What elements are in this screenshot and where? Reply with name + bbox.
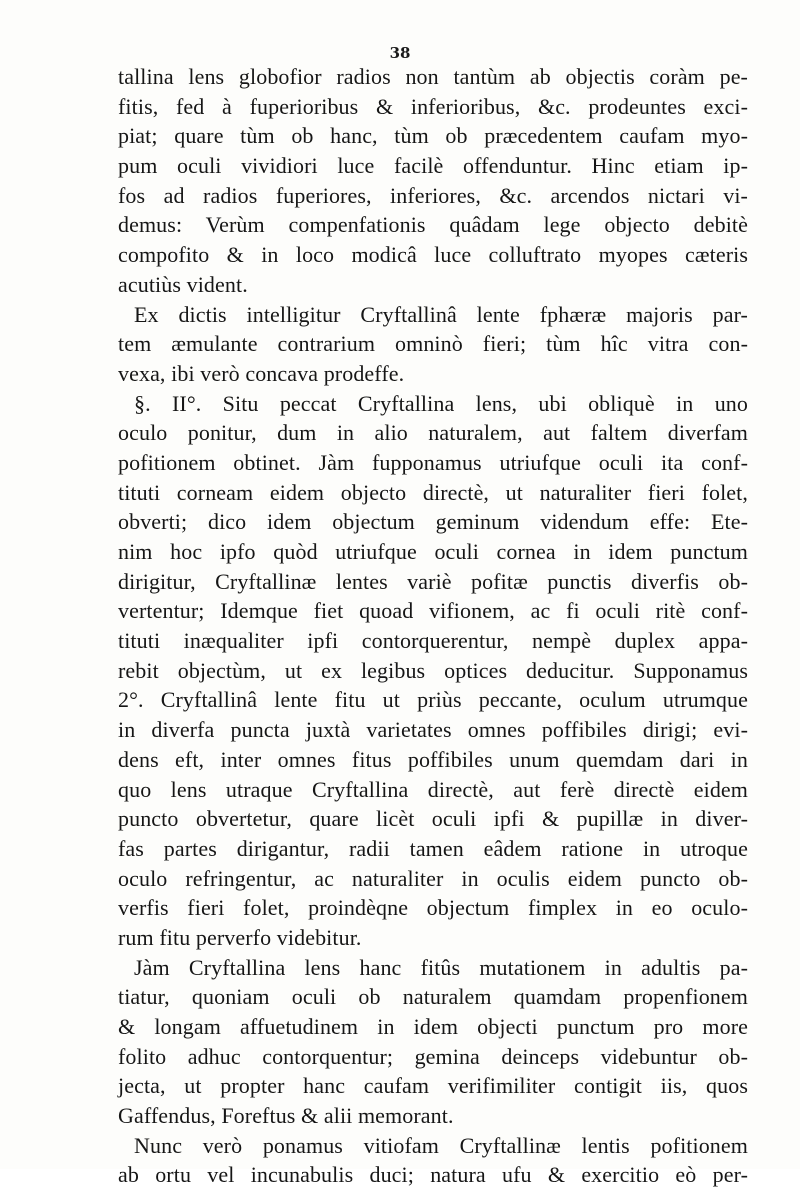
text-line: tituti corneam eidem objecto directè, ut naturaliter fieri folet, [118, 479, 748, 505]
text-line: acutiùs vident. [118, 271, 248, 297]
text-line: dirigitur, Cryftallinæ lentes variè pofitæ punctis diverfis ob- [118, 568, 748, 594]
text-line: tituti inæqualiter ipfi contorquerentur, nempè duplex appa- [118, 628, 748, 654]
text-line: in diverfa puncta juxtà varietates omnes poffibiles dirigi; evi- [118, 717, 748, 743]
text-line: 2°. Cryftallinâ lente fitu ut priùs peccante, oculum utrumque [118, 687, 748, 713]
text-line: verfis fieri folet, proindèqne objectum fimplex in eo oculo- [118, 895, 748, 921]
text-line: rum fitu perverfo videbitur. [118, 924, 362, 950]
body-text [118, 62, 748, 1190]
text-line: §. II°. Situ peccat Cryftallina lens, ubi obliquè in uno [134, 390, 748, 416]
text-line: fitis, fed à fuperioribus & inferioribus, &c. prodeuntes exci- [118, 93, 748, 119]
text-line: Nunc verò ponamus vitiofam Cryftallinæ lentis pofitionem [134, 1132, 748, 1158]
text-line: quo lens utraque Cryftallina directè, aut ferè directè eidem [118, 776, 748, 802]
text-line: oculo ponitur, dum in alio naturalem, aut faltem diverfam [118, 420, 748, 446]
text-line: Jàm Cryftallina lens hanc fitûs mutationem in adultis pa- [134, 954, 748, 980]
page-number: 38 [389, 44, 411, 62]
text-line: vertentur; Idemque fiet quoad vifionem, ac fi oculi ritè conf- [118, 598, 748, 624]
text-line: piat; quare tùm ob hanc, tùm ob præcedentem caufam myo- [118, 123, 748, 149]
text-line: tallina lens globofior radios non tantùm ab objectis coràm pe- [118, 64, 748, 89]
text-line: demus: Verùm compenfationis quâdam lege objecto debitè [118, 212, 748, 238]
text-line: nim hoc ipfo quòd utriufque oculi cornea in idem punctum [118, 539, 748, 564]
text-line: Ex dictis intelligitur Cryftallinâ lente fphæræ majoris par- [134, 301, 748, 327]
text-line: tiatur, quoniam oculi ob naturalem quamdam propenfionem [118, 984, 748, 1010]
text-line: vexa, ibi verò concava prodeffe. [118, 360, 405, 386]
text-line: & longam affuetudinem in idem objecti punctum pro more [118, 1014, 748, 1039]
text-line: tem æmulante contrarium omninò fieri; tùm hîc vitra con- [118, 331, 748, 357]
text-line: pofitionem obtinet. Jàm fupponamus utriufque oculi ita conf- [118, 449, 748, 475]
text-line: obverti; dico idem objectum geminum videndum effe: Ete- [118, 509, 748, 535]
text-line: ab ortu vel incunabulis duci; natura ufu & exercitio eò per- [118, 1162, 748, 1188]
text-line: fas partes dirigantur, radii tamen eâdem ratione in utroque [118, 835, 748, 861]
text-line: folito adhuc contorquentur; gemina deinceps videbuntur ob- [118, 1043, 748, 1069]
text-line: puncto obvertetur, quare licèt oculi ipfi & pupillæ in diver- [118, 806, 748, 832]
text-line: oculo refringentur, ac naturaliter in oculis eidem puncto ob- [118, 865, 748, 891]
text-line: compofito & in loco modicâ luce colluftrato myopes cæteris [118, 242, 748, 268]
text-line: Gaffendus, Foreftus & alii memorant. [118, 1103, 454, 1129]
text-line: pum oculi vividiori luce facilè offenduntur. Hinc etiam ip- [118, 153, 748, 179]
text-line: dens eft, inter omnes fitus poffibiles unum quemdam dari in [118, 746, 748, 772]
text-line: jecta, ut propter hanc caufam verifimiliter contigit iis, quos [118, 1073, 748, 1099]
text-line: rebit objectùm, ut ex legibus optices deducitur. Supponamus [118, 657, 748, 683]
text-line: fos ad radios fuperiores, inferiores, &c. arcendos nictari vi- [118, 182, 748, 208]
